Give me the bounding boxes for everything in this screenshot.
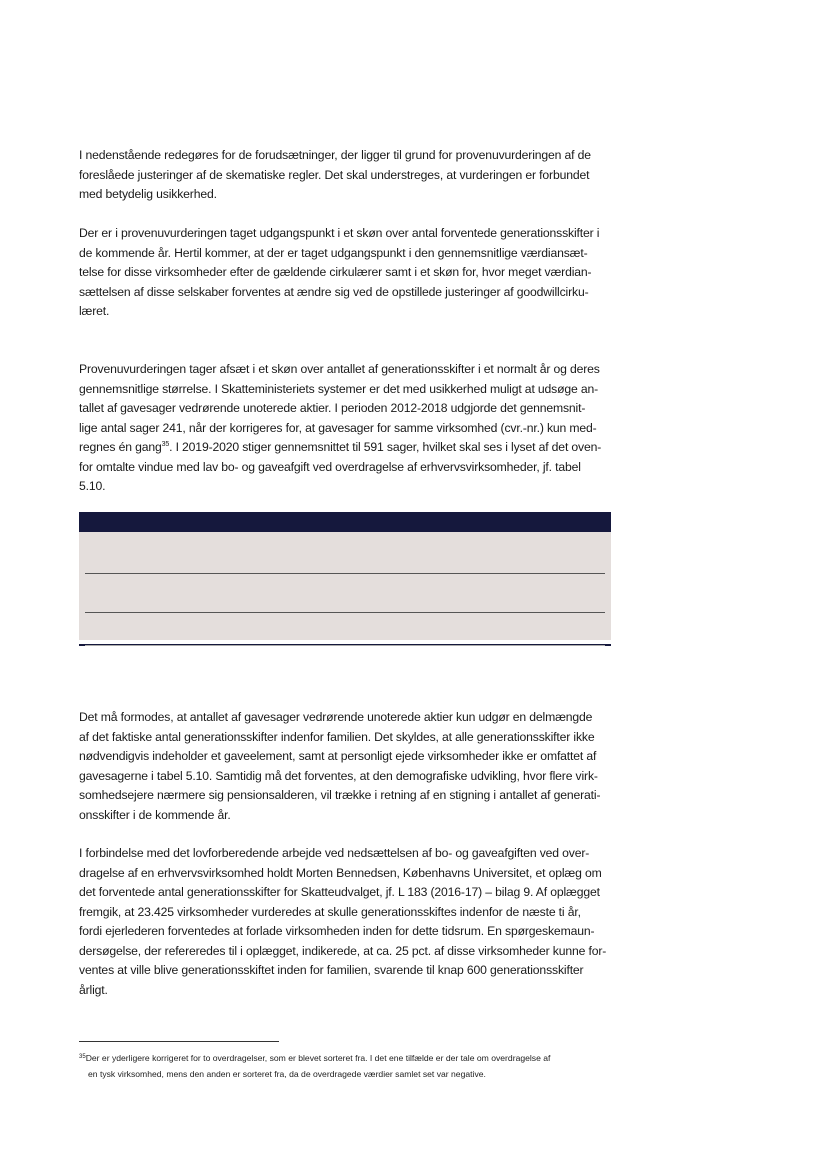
text-line: af det faktiske antal generationsskifter indenfor familien. Det skyldes, at alle generationsskifter ikke: [79, 729, 595, 744]
paragraph-intro: [79, 146, 614, 205]
text-fragment: . I 2019-2020 stiger gennemsnittet til 591 sager, hvilket skal ses i lyset af det oven-: [169, 440, 602, 454]
paragraph-subset: [79, 708, 614, 825]
footnote-line: en tysk virksomhed, mens den anden er sorteret fra, da de overdragede værdier samlet set var negative.: [88, 1069, 486, 1079]
text-line: 5.10.: [79, 479, 106, 493]
text-line: læret.: [79, 304, 110, 318]
text-fragment: regnes én gang: [79, 440, 162, 454]
text-line: gavesagerne i tabel 5.10. Samtidig må det forventes, at den demografiske udvikling, hvor flere virk-: [79, 768, 598, 783]
table-5-10: [79, 512, 611, 646]
text-line: fremgik, at 23.425 virksomheder vurderedes at skulle generationsskiftes indenfor de næste ti år,: [79, 904, 581, 919]
text-line: med betydelig usikkerhed.: [79, 187, 217, 201]
text-line: I forbindelse med det lovforberedende arbejde ved nedsættelsen af bo- og gaveafgiften ved over-: [79, 846, 590, 860]
text-line: Der er i provenuvurderingen taget udgangspunkt i et skøn over antal forventede generationsskifter i: [79, 226, 600, 240]
footnote: [79, 1050, 619, 1082]
text-line: Provenuvurderingen tager afsæt i et skøn over antallet af generationsskifter i et normalt år og deres: [79, 362, 600, 376]
text-line: foreslåede justeringer af de skematiske regler. Det skal understreges, at vurderingen er forbundet: [79, 167, 590, 182]
footnote-number: 35: [79, 1054, 86, 1060]
table-row-divider: [85, 612, 605, 613]
paragraph-method: [79, 224, 614, 322]
paragraph-estimate: [79, 360, 614, 497]
paragraph-bennedsen: [79, 844, 614, 1000]
text-line: somhedsejere nærmere sig pensionsalderen, vil trække i retning af en stigning i antallet af generati-: [79, 788, 601, 802]
text-line: lige antal sager 241, når der korrigeres for, at gavesager for samme virksomhed (cvr.-nr.) kun med-: [79, 420, 597, 435]
text-line: ventes at ville blive generationsskiftet inden for familien, svarende til knap 600 generationsskifter: [79, 963, 584, 977]
text-line: telse for disse virksomheder efter de gældende cirkulærer samt i et skøn for, hvor meget værdian-: [79, 265, 592, 279]
text-line: I nedenstående redegøres for de forudsætninger, der ligger til grund for provenuvurderingen af de: [79, 148, 591, 162]
text-line: dragelse af en erhvervsvirksomhed holdt Morten Bennedsen, Københavns Universitet, et oplæg om: [79, 865, 602, 880]
text-line: [79, 438, 614, 458]
footnote-text: Der er yderligere korrigeret for to overdragelser, som er blevet sorteret fra. I det ene tilfælde er der tale om overdragelse af: [85, 1053, 551, 1063]
table-row-divider: [85, 645, 605, 646]
text-line: dersøgelse, der refereredes til i oplægget, indikerede, at ca. 25 pct. af disse virksomheder kunne for-: [79, 943, 607, 958]
text-line: nødvendigvis indeholder et gaveelement, samt at personligt ejede virksomheder ikke er omfattet af: [79, 749, 597, 763]
text-line: sættelsen af disse selskaber forventes at ændre sig ved de opstillede justeringer af goodwillcirku-: [79, 284, 589, 299]
text-line: onsskifter i de kommende år.: [79, 807, 231, 822]
footnote-reference[interactable]: 35: [161, 441, 170, 448]
text-line: Det må formodes, at antallet af gavesager vedrørende unoterede aktier kun udgør en delmængde: [79, 710, 593, 724]
text-line: årligt.: [79, 982, 108, 997]
table-row-divider: [85, 573, 605, 574]
text-line: de kommende år. Hertil kommer, at der er taget udgangspunkt i den gennemsnitlige værdiansæt-: [79, 245, 588, 260]
footnote-line: [79, 1050, 619, 1066]
footnote-separator: [79, 1041, 279, 1042]
table-body: [79, 532, 611, 640]
text-line: gennemsnitlige størrelse. I Skatteministeriets systemer er det med usikkerhed muligt at udsøge an-: [79, 381, 599, 396]
table-header: [79, 512, 611, 532]
text-line: tallet af gavesager vedrørende unoterede aktier. I perioden 2012-2018 udgjorde det gennemsnit-: [79, 401, 586, 415]
text-line: for omtalte vindue med lav bo- og gaveafgift ved overdragelse af erhvervsvirksomheder, jf. tabel: [79, 459, 581, 474]
text-line: det forventede antal generationsskifter for Skatteudvalget, jf. L 183 (2016-17) – bilag 9. Af oplægget: [79, 885, 600, 899]
text-line: fordi ejerlederen forventedes at forlade virksomheden inden for dette tidsrum. En spørgeskemaun-: [79, 924, 595, 938]
